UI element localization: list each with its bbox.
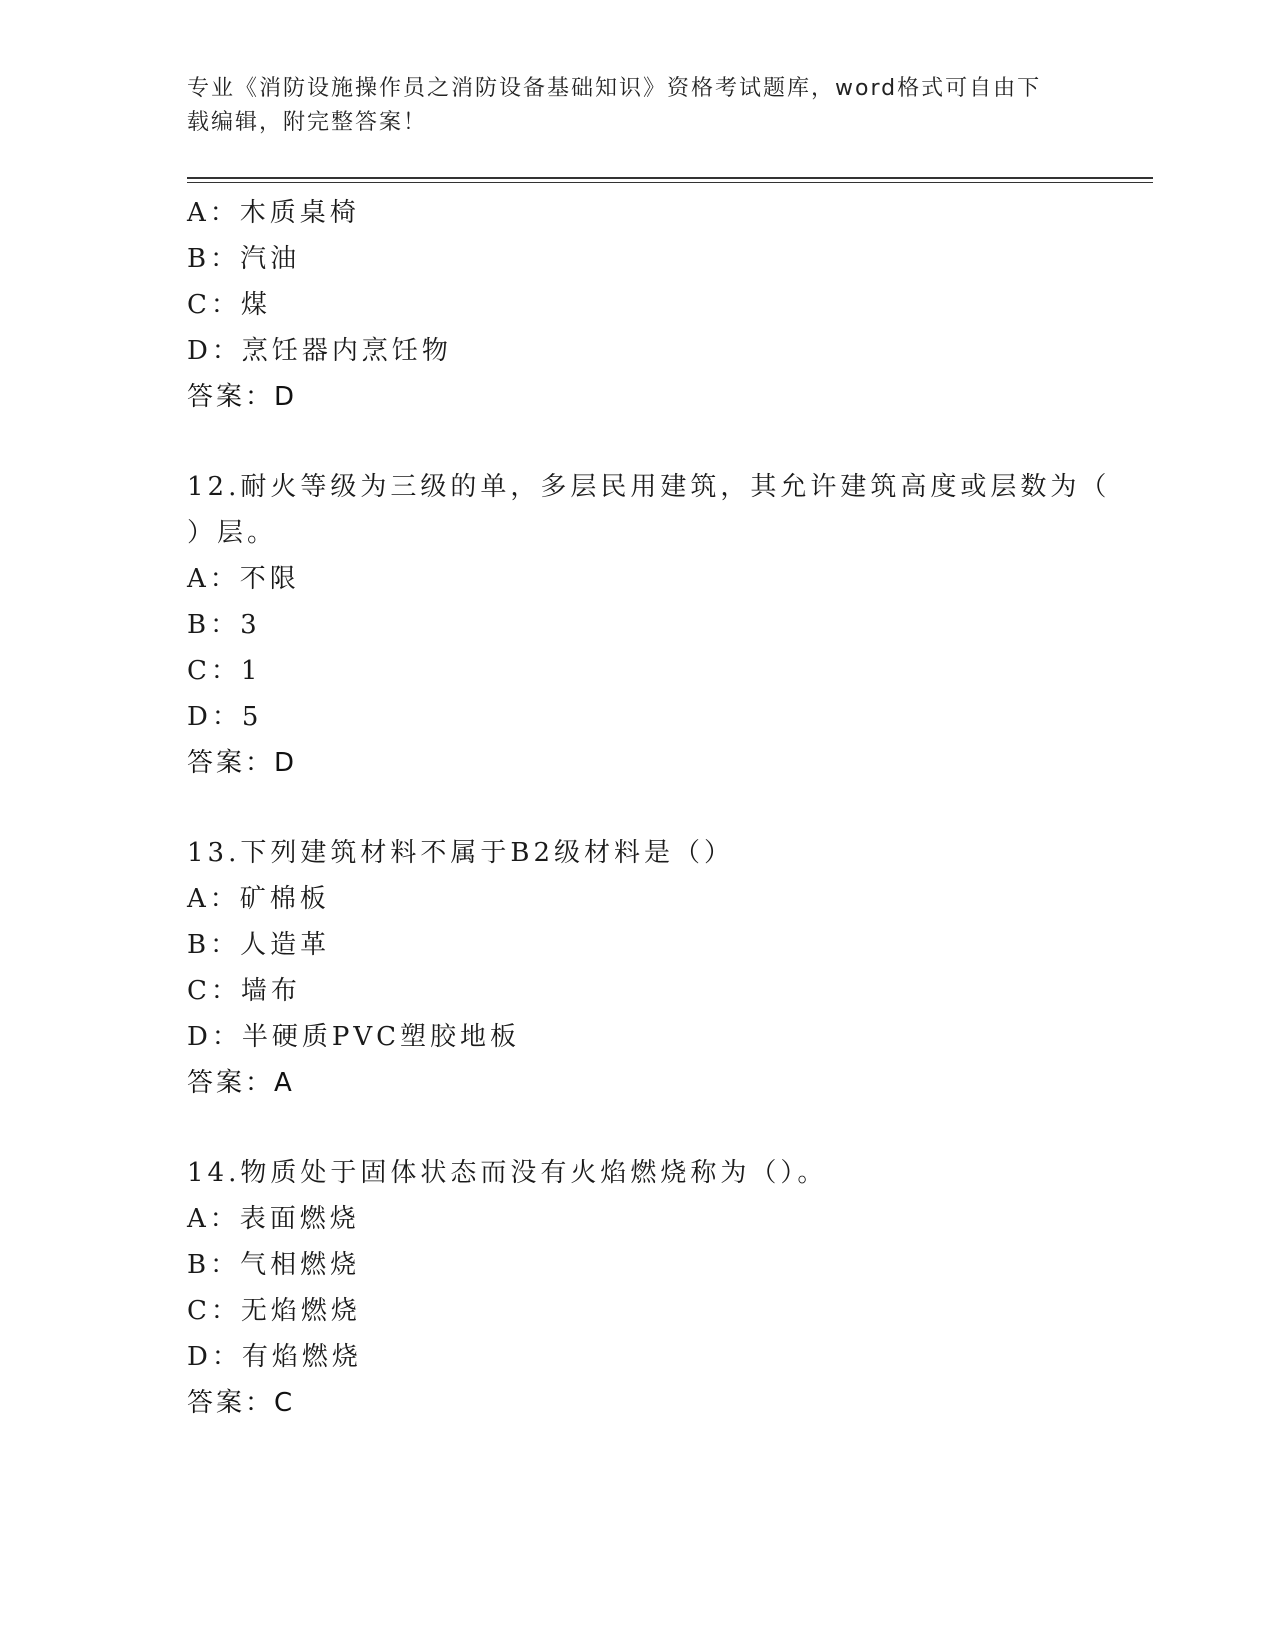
- header-line-2: 载编辑，附完整答案！: [187, 110, 428, 135]
- option-c: C：煤: [187, 290, 271, 320]
- answer-line: 答案：A: [187, 1068, 295, 1098]
- option-d: D：烹饪器内烹饪物: [187, 336, 452, 366]
- document-header: [187, 72, 1067, 140]
- option-b: B：人造革: [187, 930, 331, 960]
- question-list: [187, 190, 1111, 1426]
- option-b: B：3: [187, 610, 261, 640]
- answer-line: 答案：D: [187, 382, 298, 412]
- question-block-11: [187, 190, 1087, 420]
- option-b: B：气相燃烧: [187, 1250, 361, 1280]
- header-line-1: 专业《消防设施操作员之消防设备基础知识》资格考试题库，word格式可自由下: [187, 76, 1042, 101]
- option-c: C：1: [187, 656, 262, 686]
- option-d: D：5: [187, 702, 263, 732]
- option-d: D：有焰燃烧: [187, 1342, 362, 1372]
- header-divider-thin: [187, 182, 1153, 183]
- option-c: C：无焰燃烧: [187, 1296, 361, 1326]
- question-block-14: [187, 1150, 1087, 1426]
- option-a: A：表面燃烧: [187, 1204, 360, 1234]
- question-text-line-1: 13.下列建筑材料不属于B2级材料是（）: [187, 838, 734, 868]
- option-d: D：半硬质PVC塑胶地板: [187, 1022, 521, 1052]
- option-c: C：墙布: [187, 976, 301, 1006]
- question-block-12: [187, 464, 1111, 786]
- question-text-line-2: ）层。: [187, 518, 278, 548]
- question-text-line-1: 12.耐火等级为三级的单，多层民用建筑，其允许建筑高度或层数为（: [187, 472, 1111, 502]
- option-a: A：不限: [187, 564, 300, 594]
- question-text-line-1: 14.物质处于固体状态而没有火焰燃烧称为（）。: [187, 1158, 828, 1188]
- option-a: A：矿棉板: [187, 884, 330, 914]
- header-divider-thick: [187, 177, 1153, 179]
- answer-line: 答案：D: [187, 748, 298, 778]
- option-a: A：木质桌椅: [187, 198, 360, 228]
- option-b: B：汽油: [187, 244, 301, 274]
- answer-line: 答案：C: [187, 1388, 296, 1418]
- question-block-13: [187, 830, 1087, 1106]
